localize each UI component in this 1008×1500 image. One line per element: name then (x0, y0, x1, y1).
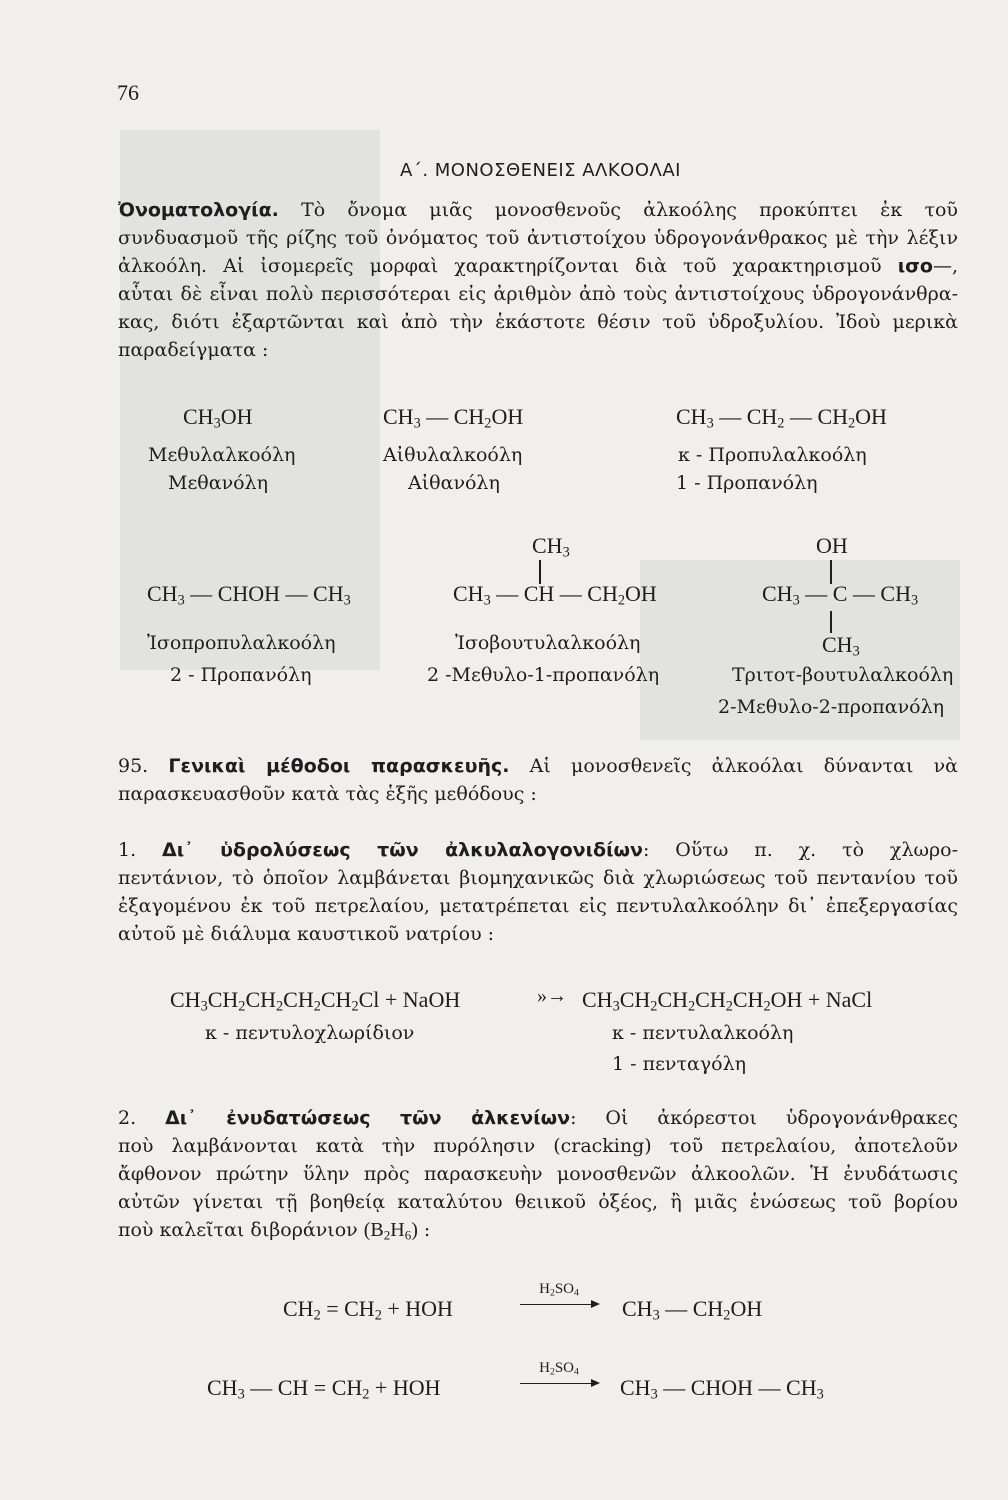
formula-tertbutanol: $CH_3$ — C — $CH_3$ (762, 581, 919, 609)
formula-tertbutanol-oh: OH (816, 533, 848, 558)
reaction-1-products: $CH_3CH_2CH_2CH_2CH_2OH$ + NaCl (582, 987, 873, 1015)
reaction-1-reactants: $CH_3CH_2CH_2CH_2CH_2Cl$ + NaOH (170, 987, 461, 1015)
method-2-line-2: ποὺ λαμβάνονται κατὰ τὴν πυρόλησιν (cracking) τοῦ πετρελαίου, ἀποτελοῦν (118, 1135, 958, 1157)
label-1-propanol-iupac: 1 - Προπανόλη (676, 472, 818, 494)
label-methanol-iupac: Μεθανόλη (168, 472, 268, 494)
formula-ethanol: $CH_3$ — $CH_2OH$ (383, 404, 524, 432)
reaction-3-product: $CH_3$ — CHOH — $CH_3$ (620, 1375, 824, 1403)
formula-isobutanol: $CH_3$ — CH — $CH_2OH$ (453, 581, 657, 609)
method-2-line-3: ἄφθονον πρώτην ὕλην πρὸς παρασκευὴν μονοσθενῶν ἀλκοολῶν. Ἡ ἐνυδάτωσις (118, 1163, 958, 1185)
label-pentanol: 1 - πενταγόλη (612, 1053, 747, 1075)
label-1-propanol-common: κ - Προπυλαλκοόλη (678, 444, 867, 466)
label-isobutanol-common: Ἰσοβουτυλαλκοόλη (455, 632, 641, 654)
method-2-line-4: αὐτῶν γίνεται τῇ βοηθείᾳ καταλύτου θειικοῦ ὀξέος, ἢ μιᾶς ἑνώσεως τοῦ βορίου (118, 1191, 958, 1213)
reaction-3-arrow (520, 1360, 598, 1384)
label-pentyl-chloride: κ - πεντυλοχλωρίδιον (205, 1022, 415, 1044)
method-1-line-2: πεντάνιον, τὸ ὁποῖον λαμβάνεται βιομηχανικῶς διὰ χλωριώσεως τοῦ πεντανίου τοῦ (118, 867, 958, 889)
label-pentyl-alcohol: κ - πεντυλαλκοόλη (612, 1022, 794, 1044)
diborane-formula: $(B_2H_6)$ (363, 1219, 418, 1243)
nomenclature-line-5: κας, διότι ἐξαρτῶνται καὶ ἀπὸ τὴν ἑκάστοτε θέσιν τοῦ ὑδροξυλίου. Ἰδοὺ μερικὰ (118, 311, 958, 333)
nomenclature-line-3: ἀλκοόλη. Αἱ ἰσομερεῖς μορφαὶ χαρακτηρίζονται διὰ τοῦ χαρακτηρισμοῦ ισο—, (118, 255, 958, 277)
method-2-title: Δι᾽ ἐνυδατώσεως τῶν ἀλκενίων (165, 1107, 571, 1129)
method-2-line-5: ποὺ καλεῖται διβοράνιον $(B_2H_6)$ : (118, 1219, 431, 1243)
nomenclature-line-6: παραδείγματα : (118, 339, 269, 361)
reaction-2-reactants: $CH_2 = CH_2$ + HOH (283, 1296, 453, 1324)
nomenclature-line-4: αὗται δὲ εἶναι πολὺ περισσότεραι εἰς ἀριθμὸν ἀπὸ τοὺς ἀντιστοίχους ὑδρογονάνθρα- (118, 283, 958, 305)
label-tertbutanol-common: Τριτοτ-βουτυλαλκοόλη (732, 664, 954, 686)
method-1-title: Δι᾽ ὑδρολύσεως τῶν ἀλκυλαλογονιδίων (162, 839, 643, 861)
method-2-line-1: 2. Δι᾽ ἐνυδατώσεως τῶν ἀλκενίων: Οἱ ἀκόρεστοι ὑδρογονάνθρακες (118, 1107, 958, 1129)
nomenclature-heading: Ὀνοματολογία. (118, 199, 279, 221)
method-1-line-4: αὐτοῦ μὲ διάλυμα καυστικοῦ νατρίου : (118, 923, 495, 945)
method-1-line-1: 1. Δι᾽ ὑδρολύσεως τῶν ἀλκυλαλογονιδίων: Οὕτω π. χ. τὸ χλωρο- (118, 839, 959, 861)
reaction-2-product: $CH_3$ — $CH_2OH$ (622, 1296, 763, 1324)
bond-tertbutanol-bottom (830, 611, 832, 633)
nomenclature-paragraph (118, 196, 958, 364)
nomenclature-line-2: συνδυασμοῦ τῆς ρίζης τοῦ ὀνόματος τοῦ ἀντιστοίχου ὑδρογονάνθρακος μὲ τὴν λέξιν (118, 227, 958, 249)
formula-2-propanol: $CH_3$ — CHOH — $CH_3$ (147, 581, 351, 609)
section-95-line-2: παρασκευασθοῦν κατὰ τὰς ἑξῆς μεθόδους : (118, 783, 537, 805)
label-ethanol-common: Αἰθυλαλκοόλη (383, 444, 523, 466)
label-2-propanol-common: Ἰσοπροπυλαλκοόλη (147, 632, 336, 654)
reaction-3-reactants: $CH_3$ — CH = $CH_2$ + HOH (207, 1375, 441, 1403)
reaction-2-arrow (520, 1281, 598, 1305)
method-1-line-3: ἐξαγομένου ἐκ τοῦ πετρελαίου, μετατρέπεται εἰς πεντυλαλκοόλην δι᾽ ἐπεξεργασίας (118, 895, 958, 917)
reaction-3-catalyst: $H_2SO_4$ (539, 1360, 579, 1378)
reaction-1-arrow: »→ (537, 985, 567, 1007)
formula-1-propanol: $CH_3$ — $CH_2$ — $CH_2OH$ (676, 404, 887, 432)
formula-methanol: $CH_3OH$ (183, 404, 253, 432)
section-95-paragraph (118, 752, 958, 808)
label-tertbutanol-iupac: 2-Μεθυλο-2-προπανόλη (718, 696, 945, 718)
label-2-propanol-iupac: 2 - Προπανόλη (170, 664, 312, 686)
page-number: 76 (117, 80, 139, 105)
label-methanol-common: Μεθυλαλκοόλη (148, 444, 296, 466)
nomenclature-line-1: Ὀνοματολογία. Τὸ ὄνομα μιᾶς μονοσθενοῦς ἀλκοόλης προκύπτει ἐκ τοῦ (118, 199, 958, 221)
section-95-title: Γενικαὶ μέθοδοι παρασκευῆς. (168, 755, 510, 777)
label-ethanol-iupac: Αἰθανόλη (408, 472, 500, 494)
method-2-paragraph (118, 1104, 958, 1249)
method-1-paragraph (118, 836, 958, 948)
section-heading: Α΄. ΜΟΝΟΣΘΕΝΕΙΣ ΑΛΚΟΟΛΑΙ (400, 160, 681, 181)
formula-isobutanol-branch: $CH_3$ (532, 533, 570, 561)
label-isobutanol-iupac: 2 -Μεθυλο-1-προπανόλη (427, 664, 660, 686)
reaction-2-catalyst: $H_2SO_4$ (539, 1281, 579, 1299)
section-95-line-1: 95. Γενικαὶ μέθοδοι παρασκευῆς. Αἱ μονοσθενεῖς ἀλκοόλαι δύνανται νὰ (118, 755, 958, 777)
iso-term: ισο (897, 255, 933, 277)
formula-tertbutanol-methyl: $CH_3$ (822, 632, 860, 660)
